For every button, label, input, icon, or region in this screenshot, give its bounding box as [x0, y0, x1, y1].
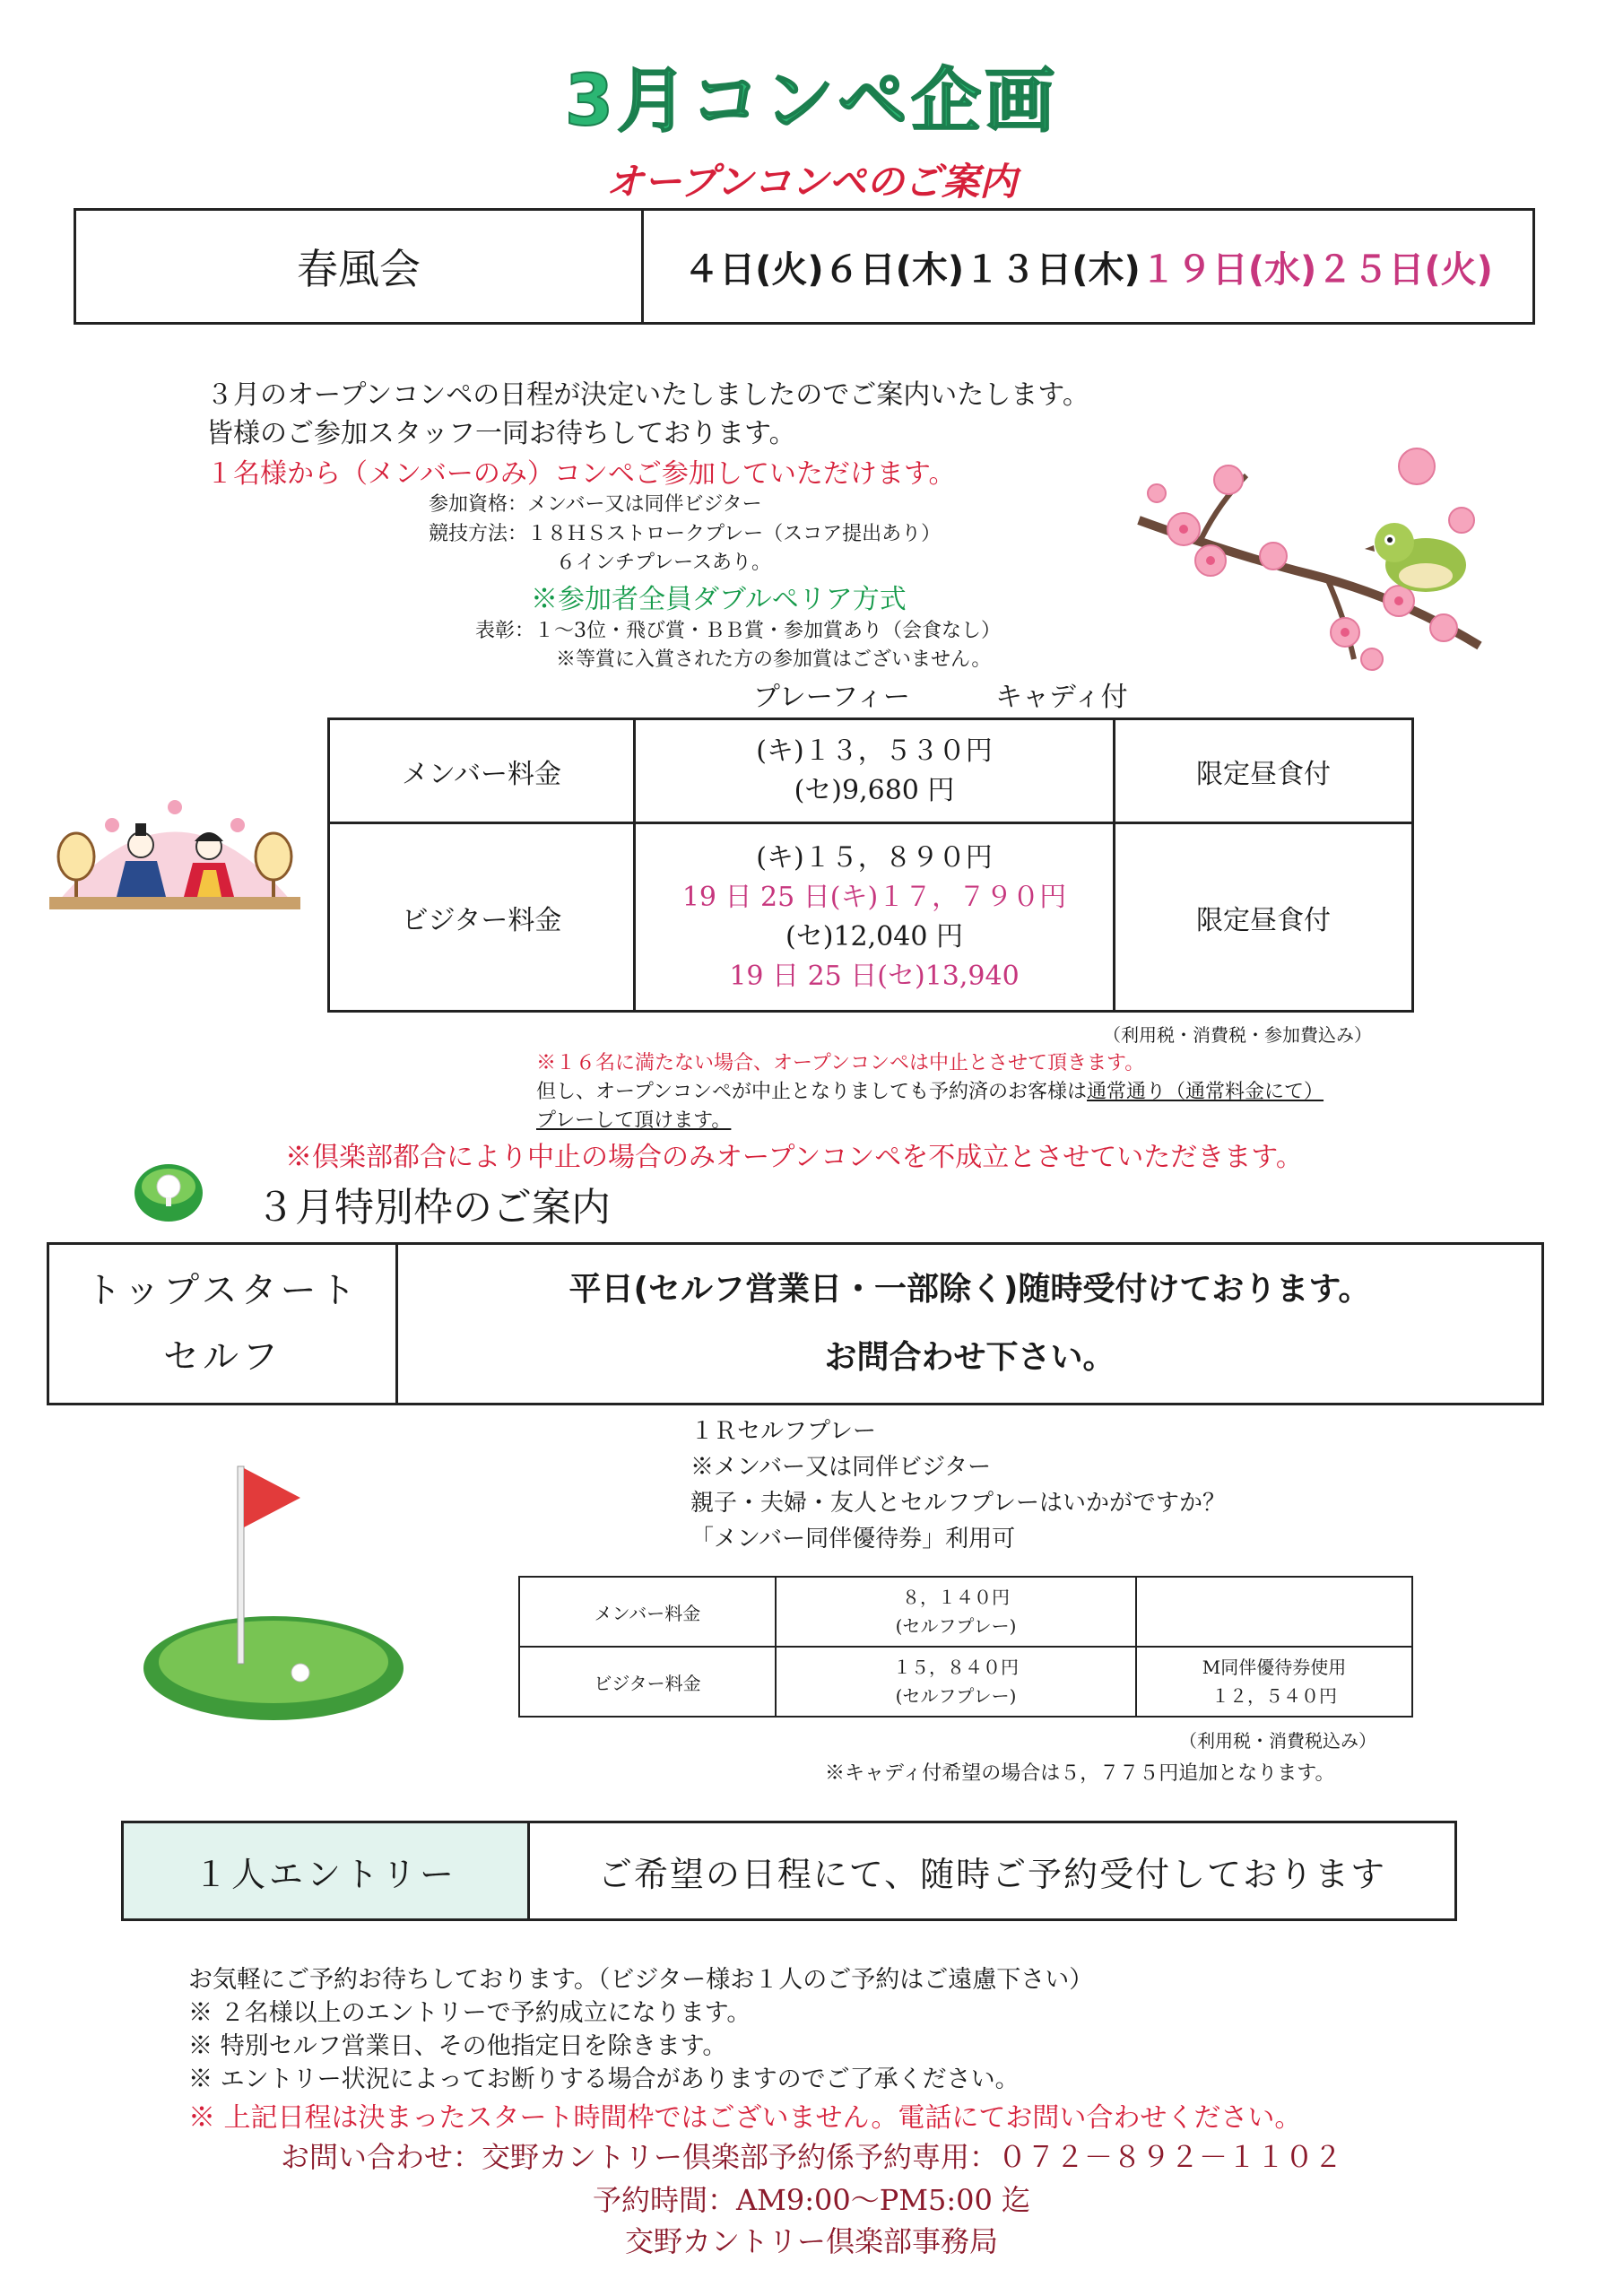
peoria-note: ※参加者全員ダブルペリア方式 — [531, 584, 907, 615]
entry-message: ご希望の日程にて、随時ご予約受付しております — [597, 1854, 1387, 1894]
participation-qualification: 参加資格：メンバー又は同伴ビジター — [429, 493, 762, 516]
self-info-1: １Ｒセルフプレー — [690, 1418, 876, 1445]
self-price-sub: (セルフプレー) — [895, 1615, 1017, 1637]
footer-office: 交野カントリー倶楽部事務局 — [624, 2224, 998, 2258]
footer-line-2: ※ ２名様以上のエントリーで予約成立になります。 — [188, 1999, 751, 2027]
self-row-price — [776, 1647, 1136, 1717]
fee-header-playfee: プレーフィー — [753, 682, 910, 713]
self-row-label: メンバー料金 — [519, 1577, 776, 1647]
page-title: 3月コンペ企画 — [564, 61, 1059, 142]
price-line: (セ)9,680 円 — [794, 774, 955, 806]
competition-method: 競技方法：１８ＨＳストロークプレー（スコア提出あり） — [429, 523, 942, 545]
cancel-note-2 — [536, 1076, 1324, 1104]
caddy-note: ※キャディ付希望の場合は５，７７５円追加となります。 — [825, 1762, 1335, 1785]
entry-box — [121, 1821, 1457, 1921]
event-dates-black: ４日(火)６日(木)１３日(木) — [683, 248, 1141, 291]
cancel-note-2b: 通常通り（通常料金にて） — [1087, 1081, 1324, 1103]
fee-table — [327, 718, 1414, 1013]
fee-tax-note: （利用税・消費税・参加費込み） — [1103, 1024, 1372, 1046]
fee-prices — [635, 719, 1115, 823]
special-title: ３月特別枠のご案内 — [256, 1185, 611, 1231]
fee-row-label: ビジター料金 — [329, 823, 635, 1012]
self-price: １５，８４０円 — [893, 1657, 1019, 1678]
event-name: 春風会 — [76, 211, 644, 322]
self-info-4: 「メンバー同伴優待券」利用可 — [690, 1526, 1016, 1552]
footer-line-4: ※ エントリー状況によってお断りする場合がありますのでご了承ください。 — [188, 2066, 1020, 2093]
event-dates-pink: １９日(水)２５日(火) — [1140, 248, 1493, 291]
intro-line-1: ３月のオープンコンペの日程が決定いたしましたのでご案内いたします。 — [206, 379, 1089, 411]
self-tax-note: （利用税・消費税込み） — [1179, 1730, 1376, 1752]
entry-label: １人エントリー — [124, 1823, 530, 1918]
self-info-3: 親子・夫婦・友人とセルフプレーはいかがですか？ — [690, 1490, 1226, 1517]
price-line-holiday: 19 日 25 日(セ)13,940 — [729, 960, 1020, 992]
self-row-extra — [1136, 1647, 1412, 1717]
golf-green-flag-illustration — [139, 1457, 408, 1722]
cancel-note: ※１６名に満たない場合、オープンコンペは中止とさせて頂きます。 — [536, 1052, 1145, 1074]
special-message — [398, 1245, 1541, 1403]
footer-line-3: ※ 特別セルフ営業日、その他指定日を除きます。 — [188, 2032, 727, 2060]
event-dates — [644, 211, 1532, 322]
page-subtitle: オープンコンペのご案内 — [605, 160, 1018, 204]
fee-row-member — [329, 719, 1413, 823]
intro-line-2: 皆様のご参加スタッフ一同お待ちしております。 — [206, 418, 796, 449]
cancel-note-2a: 但し、オープンコンペが中止となりましても予約済のお客様は — [536, 1081, 1088, 1103]
fee-row-visitor — [329, 823, 1413, 1012]
price-line: (キ)１５，８９０円 — [756, 841, 993, 874]
competition-method-note: ６インチプレースあり。 — [556, 552, 772, 574]
self-price: ８，１４０円 — [902, 1587, 1010, 1608]
award-note: ※等賞に入賞された方の参加賞はございません。 — [556, 648, 992, 671]
plum-blossom-bird-illustration — [1130, 439, 1488, 673]
fee-header-caddy: キャディ付 — [995, 682, 1128, 713]
footer-line-5: ※ 上記日程は決まったスタート時間枠ではございません。電話にてお問い合わせください。 — [188, 2102, 1302, 2134]
self-row-member — [519, 1577, 1412, 1647]
special-label-line2: セルフ — [163, 1336, 282, 1378]
hina-doll-illustration — [40, 789, 309, 915]
special-msg-line2: お問合わせ下さい。 — [824, 1339, 1115, 1376]
price-line: (キ)１３，５３０円 — [756, 735, 993, 767]
self-extra-1: M同伴優待券使用 — [1202, 1657, 1347, 1678]
price-line: (セ)12,040 円 — [785, 920, 963, 952]
cancel-note-3: プレーして頂けます。 — [536, 1109, 732, 1132]
special-box — [47, 1242, 1544, 1405]
self-row-label: ビジター料金 — [519, 1647, 776, 1717]
club-cancel-note: ※倶楽部都合により中止の場合のみオープンコンペを不成立とさせていただきます。 — [285, 1142, 1303, 1173]
fee-extra: 限定昼食付 — [1115, 719, 1413, 823]
golf-ball-icon — [133, 1161, 204, 1224]
fee-row-label: メンバー料金 — [329, 719, 635, 823]
footer-line-1: お気軽にご予約お待ちしております。（ビジター様お１人のご予約はご遠慮下さい） — [188, 1966, 1094, 1994]
price-line-holiday: 19 日 25 日(キ)１７，７９０円 — [681, 881, 1067, 913]
self-extra-2: １２，５４０円 — [1211, 1685, 1337, 1707]
self-fee-table — [518, 1576, 1413, 1718]
self-row-price — [776, 1577, 1136, 1647]
self-price-sub: (セルフプレー) — [895, 1685, 1017, 1707]
fee-prices — [635, 823, 1115, 1012]
intro-line-3: １名様から（メンバーのみ）コンペご参加していただけます。 — [206, 458, 956, 490]
special-label — [49, 1245, 398, 1403]
special-msg-line1: 平日(セルフ営業日・一部除く)随時受付けております。 — [568, 1271, 1371, 1308]
award-line: 表彰：１～3位・飛び賞・ＢＢ賞・参加賞あり（会食なし） — [475, 620, 1001, 642]
fee-extra: 限定昼食付 — [1115, 823, 1413, 1012]
footer-contact: お問い合わせ：交野カントリー倶楽部予約係予約専用：０７２－８９２－１１０２ — [280, 2140, 1342, 2174]
self-info-2: ※メンバー又は同伴ビジター — [690, 1454, 992, 1481]
self-row-visitor — [519, 1647, 1412, 1717]
special-label-line1: トップスタート — [85, 1270, 360, 1311]
self-row-extra — [1136, 1577, 1412, 1647]
footer-hours: 予約時間：AM9:00～PM5:00 迄 — [592, 2183, 1031, 2217]
event-box — [74, 208, 1535, 325]
